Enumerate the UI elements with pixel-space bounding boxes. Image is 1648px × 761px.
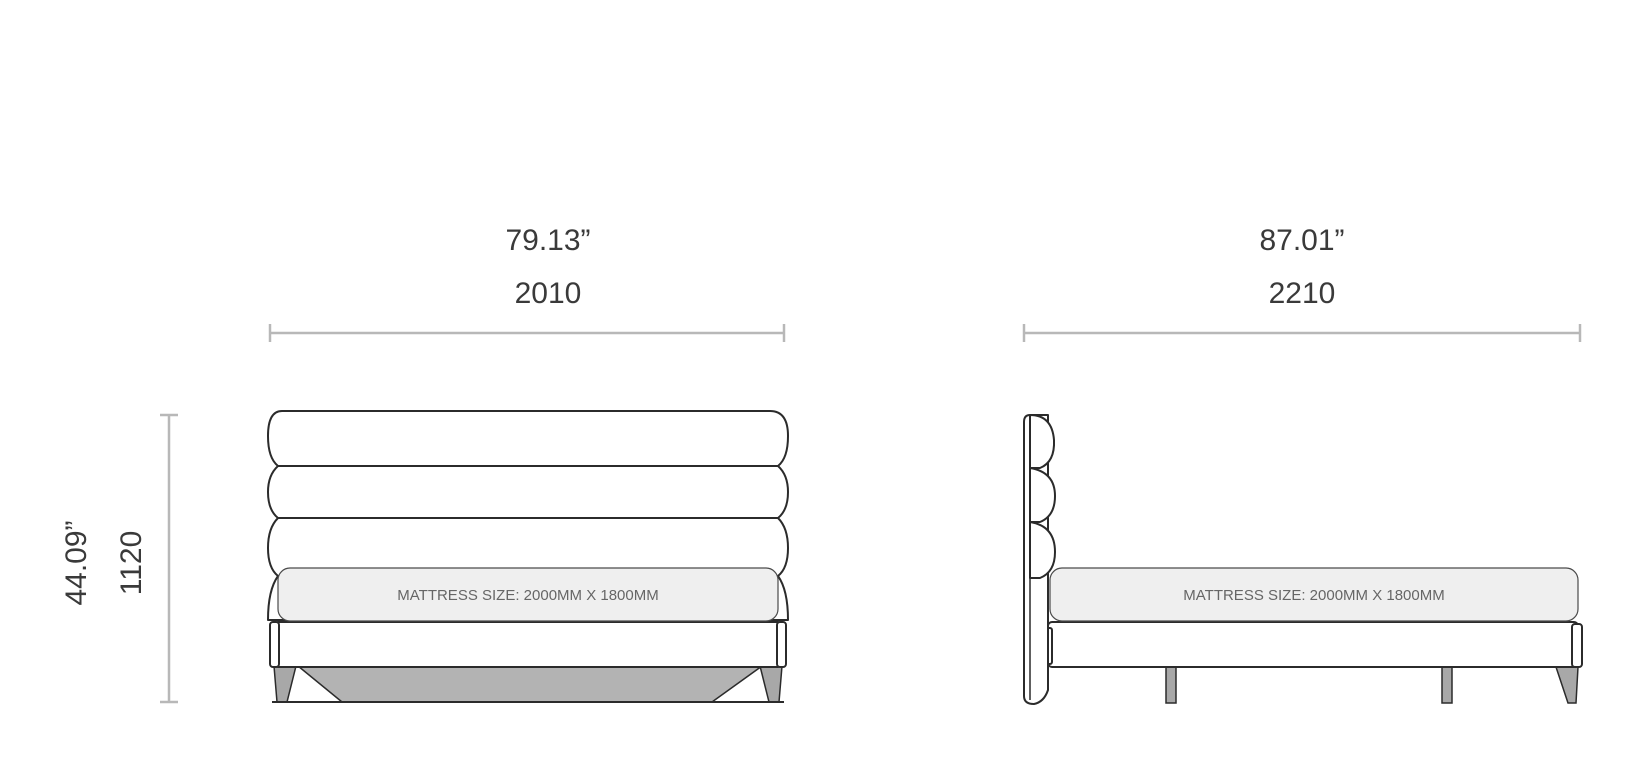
side-length-dimension-line [1024,324,1580,342]
side-base-frame [1048,622,1578,667]
side-legs [1166,667,1578,703]
side-length-mm-label: 2210 [1268,277,1336,310]
front-leg-left [274,666,296,702]
height-dimension-line [160,415,178,702]
front-headboard-cushion-lower [268,518,788,576]
side-headboard-cushion-lower [1030,522,1055,578]
front-width-inches-label: 79.13” [505,224,591,257]
side-base [1044,622,1582,667]
front-bed-base [270,622,786,702]
front-headboard-cushion-middle [268,466,788,518]
front-base-side-right [777,622,786,667]
side-view [1024,224,1582,704]
side-leg-1 [1166,667,1176,703]
height-dimension [60,415,178,702]
front-mattress [278,568,778,621]
front-headboard-cushion-top [268,411,788,466]
side-leg-3 [1556,667,1578,703]
front-base-side-left [270,622,279,667]
side-mattress [1050,568,1578,621]
height-inches-label: 44.09” [60,520,93,606]
front-view [268,224,788,702]
front-under-frame [298,666,762,702]
front-mattress-label: MATTRESS SIZE: 2000MM X 1800MM [397,587,659,604]
front-leg-right [760,666,782,702]
front-base-frame [274,622,782,667]
side-base-end-cap [1572,624,1582,667]
side-headboard-cushion-middle [1030,468,1055,522]
front-width-mm-label: 2010 [514,277,582,310]
side-leg-2 [1442,667,1452,703]
height-mm-label: 1120 [115,530,148,596]
side-headboard-cushion-top [1030,415,1054,468]
side-mattress-label: MATTRESS SIZE: 2000MM X 1800MM [1183,587,1445,604]
side-length-inches-label: 87.01” [1259,224,1345,257]
front-width-dimension-line [270,324,784,342]
